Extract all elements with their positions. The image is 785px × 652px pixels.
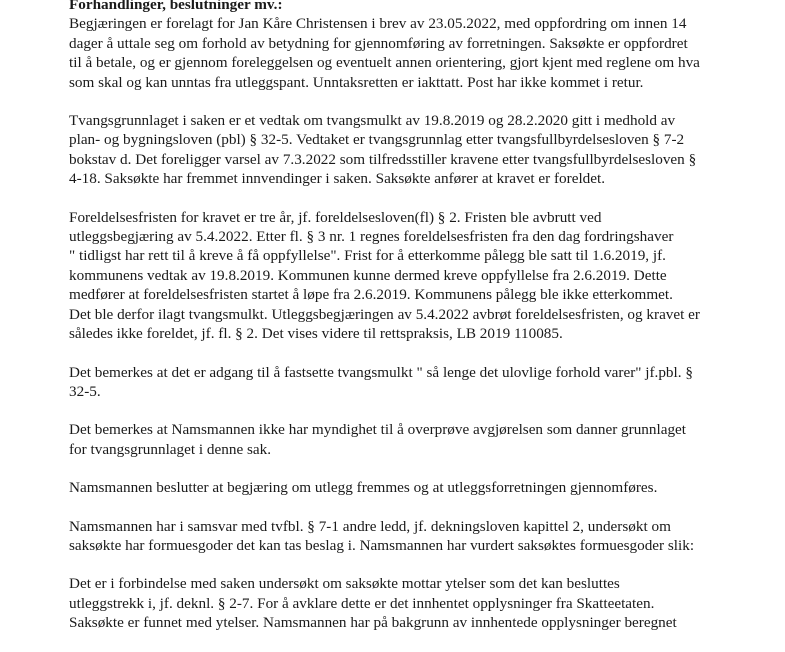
text-line: Foreldelsesfristen for kravet er tre år, jf. foreldelsesloven(fl) § 2. Fristen ble avbrutt ved [69,208,602,226]
text-line: Namsmannen beslutter at begjæring om utlegg fremmes og at utleggsforretningen gjennomføres. [69,479,658,497]
paragraph-tvangsmulkt [69,363,729,402]
paragraph-begjaering [69,14,729,92]
text-line: Det er i forbindelse med saken undersøkt om saksøkte mottar ytelser som det kan besluttes [69,575,620,593]
text-line: saksøkte har formuesgoder det kan tas beslag i. Namsmannen har vurdert saksøktes formuesgoder slik: [69,536,695,554]
text-line: utleggsbegjæring av 5.4.2022. Etter fl. § 3 nr. 1 regnes foreldelsesfristen fra den dag fordringshaver [69,228,674,246]
text-line: Det bemerkes at det er adgang til å fastsette tvangsmulkt " så lenge det ulovlige forhold varer" jf.pbl. § [69,363,693,381]
text-line: således ikke foreldet, jf. fl. § 2. Det vises videre til rettspraksis, LB 2019 110085. [69,325,563,343]
text-line: plan- og bygningsloven (pbl) § 32-5. Vedtaket er tvangsgrunnlag etter tvangsfullbyrdelsesloven § 7-2 [69,131,685,149]
text-line: Det ble derfor ilagt tvangsmulkt. Utleggsbegjæringen av 5.4.2022 avbrøt foreldelsesfristen, og kravet er [69,305,700,323]
paragraph-beslutning [69,478,729,497]
text-line: Namsmannen har i samsvar med tvfbl. § 7-1 andre ledd, jf. dekningsloven kapittel 2, undersøkt om [69,517,671,535]
text-line: Det bemerkes at Namsmannen ikke har myndighet til å overprøve avgjørelsen som danner grunnlaget [69,421,687,439]
paragraph-tvangsgrunnlag [69,111,729,189]
paragraph-formuesgoder [69,517,729,556]
text-line: 32-5. [69,382,101,400]
text-line: " tidligst har rett til å kreve å få oppfyllelse". Frist for å etterkomme pålegg ble satt til 1.6.2019, jf. [69,247,666,265]
text-line: 4-18. Saksøkte har fremmet innvendinger i saken. Saksøkte anfører at kravet er foreldet. [69,170,606,188]
text-line: dager å uttale seg om forhold av betydning for gjennomføring av forretningen. Saksøkte er oppfordret [69,34,688,52]
section-heading: Forhandlinger, beslutninger mv.: [69,0,283,13]
text-line: kommunens vedtak av 19.8.2019. Kommunen kunne dermed kreve oppfyllelse fra 2.6.2019. Dette [69,266,667,284]
text-line: Begjæringen er forelagt for Jan Kåre Christensen i brev av 23.05.2022, med oppfordring om innen 14 [69,15,687,33]
text-line: utleggstrekk i, jf. deknl. § 2-7. For å avklare dette er det innhentet opplysninger fra Skatteetaten. [69,594,655,612]
text-line: til å betale, og er gjennom foreleggelsen og eventuelt annen orientering, gjort kjent med reglene om hva [69,54,700,72]
text-line: medfører at foreldelsesfristen startet å løpe fra 2.6.2019. Kommunens pålegg ble ikke etterkommet. [69,286,673,304]
text-line: bokstav d. Det foreligger varsel av 7.3.2022 som tilfredsstiller kravene etter tvangsfullbyrdelsesloven § [69,150,697,168]
text-line: Saksøkte er funnet med ytelser. Namsmannen har på bakgrunn av innhentede opplysninger beregnet [69,614,677,632]
text-line: Tvangsgrunnlaget i saken er et vedtak om tvangsmulkt av 19.8.2019 og 28.2.2020 gitt i medhold av [69,112,676,130]
paragraph-myndighet [69,420,729,459]
text-line: som skal og kan unntas fra utleggspant. Unntaksretten er iakttatt. Post har ikke kommet i retur. [69,73,644,91]
paragraph-ytelser [69,574,729,632]
document-body [69,0,729,652]
text-line: for tvangsgrunnlaget i denne sak. [69,440,272,458]
paragraph-foreldelse [69,208,729,344]
